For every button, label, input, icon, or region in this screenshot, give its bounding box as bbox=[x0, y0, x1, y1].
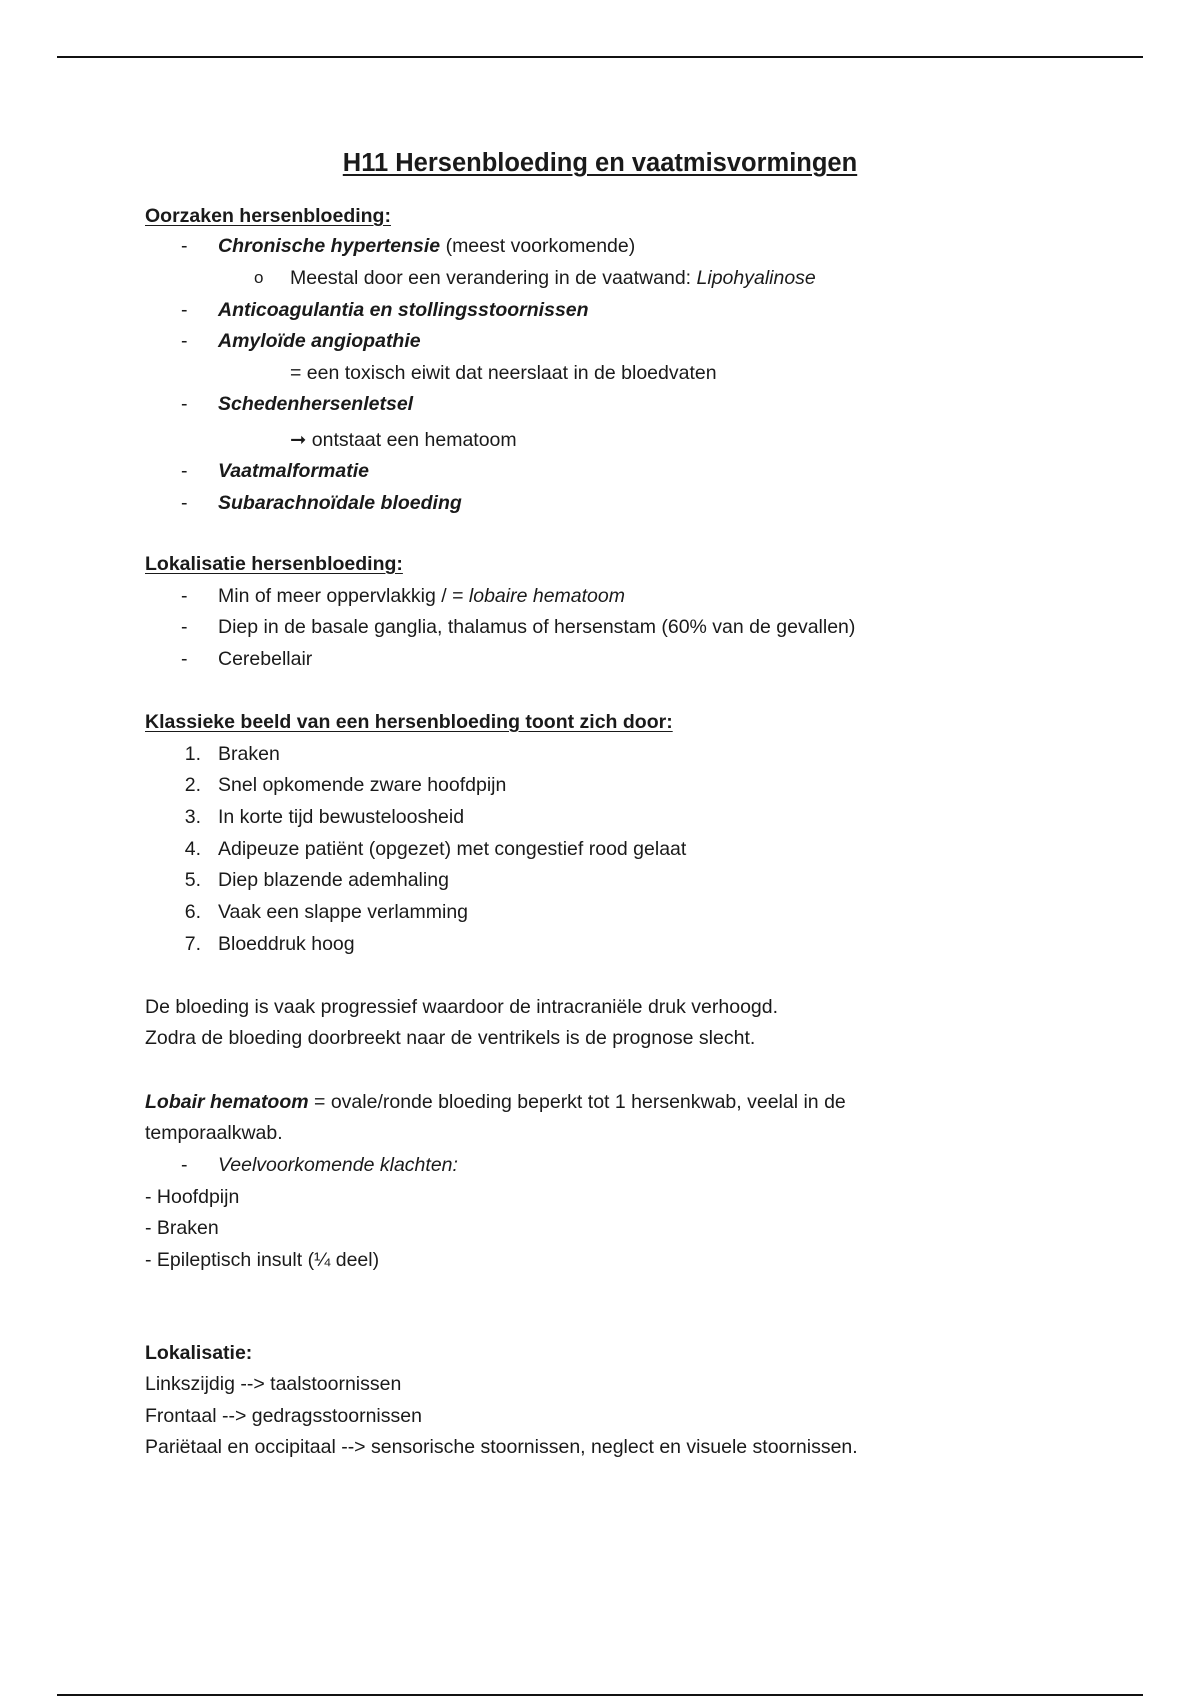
section-heading-lokalisatie: Lokalisatie: bbox=[145, 1342, 253, 1364]
bullet-dash: - bbox=[181, 1154, 188, 1176]
list-item: Schedenhersenletsel bbox=[218, 393, 414, 415]
list-number: 5. bbox=[184, 869, 201, 891]
bullet-dash: - bbox=[181, 299, 188, 321]
numbered-item: Braken bbox=[218, 743, 280, 765]
symptom-line: - Braken bbox=[145, 1217, 219, 1239]
list-item: Anticoagulantia en stollingsstoornissen bbox=[218, 299, 589, 321]
list-number: 6. bbox=[184, 901, 201, 923]
list-item: Diep in de basale ganglia, thalamus of hersenstam (60% van de gevallen) bbox=[218, 616, 856, 638]
symptom-line: - Epileptisch insult (¼ deel) bbox=[145, 1249, 380, 1271]
list-number: 1. bbox=[184, 743, 201, 765]
paragraph-progressie: De bloeding is vaak progressief waardoor de intracraniële druk verhoogd. bbox=[145, 996, 779, 1018]
definition-lobair-hematoom: Lobair hematoom = ovale/ronde bloeding beperkt tot 1 hersenkwab, veelal in de bbox=[145, 1091, 846, 1113]
numbered-item: Diep blazende ademhaling bbox=[218, 869, 449, 891]
section-heading-lokalisatie-hersenbloeding: Lokalisatie hersenbloeding: bbox=[145, 553, 403, 575]
list-item: Amyloïde angiopathie bbox=[218, 330, 421, 352]
bullet-dash: - bbox=[181, 616, 188, 638]
symptom-line: - Hoofdpijn bbox=[145, 1186, 240, 1208]
localisation-line: Frontaal --> gedragsstoornissen bbox=[145, 1405, 422, 1427]
sub-bullet-marker: o bbox=[254, 268, 264, 287]
bullet-dash: - bbox=[181, 235, 188, 257]
list-number: 3. bbox=[184, 806, 201, 828]
list-item: Vaatmalformatie bbox=[218, 460, 370, 482]
header-rule bbox=[57, 56, 1143, 58]
list-item: Cerebellair bbox=[218, 648, 313, 670]
section-heading-klassiek-beeld: Klassieke beeld van een hersenbloeding toont zich door: bbox=[145, 711, 673, 733]
bullet-dash: - bbox=[181, 648, 188, 670]
localisation-line: Pariëtaal en occipitaal --> sensorische stoornissen, neglect en visuele stoornissen. bbox=[145, 1436, 858, 1458]
list-number: 7. bbox=[184, 933, 201, 955]
bullet-dash: - bbox=[181, 330, 188, 352]
localisation-line: Linkszijdig --> taalstoornissen bbox=[145, 1373, 402, 1395]
bullet-dash: - bbox=[181, 460, 188, 482]
list-number: 4. bbox=[184, 838, 201, 860]
list-item: Subarachnoïdale bloeding bbox=[218, 492, 462, 514]
bullet-dash: - bbox=[181, 492, 188, 514]
footer-rule bbox=[57, 1694, 1143, 1696]
list-item: Chronische hypertensie (meest voorkomende) bbox=[218, 235, 636, 257]
list-item: Min of meer oppervlakkig / = lobaire hematoom bbox=[218, 585, 625, 607]
numbered-item: Adipeuze patiënt (opgezet) met congestief rood gelaat bbox=[218, 838, 687, 860]
sub-list-item: Meestal door een verandering in de vaatwand: Lipohyalinose bbox=[290, 267, 816, 289]
page-title: H11 Hersenbloeding en vaatmisvormingen bbox=[342, 149, 858, 177]
paragraph-prognose: Zodra de bloeding doorbreekt naar de ventrikels is de prognose slecht. bbox=[145, 1027, 756, 1049]
numbered-item: Bloeddruk hoog bbox=[218, 933, 355, 955]
list-item: Veelvoorkomende klachten: bbox=[218, 1154, 458, 1176]
definition-continued: temporaalkwab. bbox=[145, 1122, 283, 1144]
section-heading-oorzaken: Oorzaken hersenbloeding: bbox=[145, 205, 391, 227]
consequence-note: ➞ ontstaat een hematoom bbox=[290, 429, 517, 451]
numbered-item: Vaak een slappe verlamming bbox=[218, 901, 469, 923]
arrow-right-icon: ➞ bbox=[290, 429, 307, 451]
list-number: 2. bbox=[184, 774, 201, 796]
numbered-item: Snel opkomende zware hoofdpijn bbox=[218, 774, 507, 796]
numbered-item: In korte tijd bewusteloosheid bbox=[218, 806, 465, 828]
bullet-dash: - bbox=[181, 393, 188, 415]
bullet-dash: - bbox=[181, 585, 188, 607]
definition-text: = een toxisch eiwit dat neerslaat in de bloedvaten bbox=[290, 362, 717, 384]
